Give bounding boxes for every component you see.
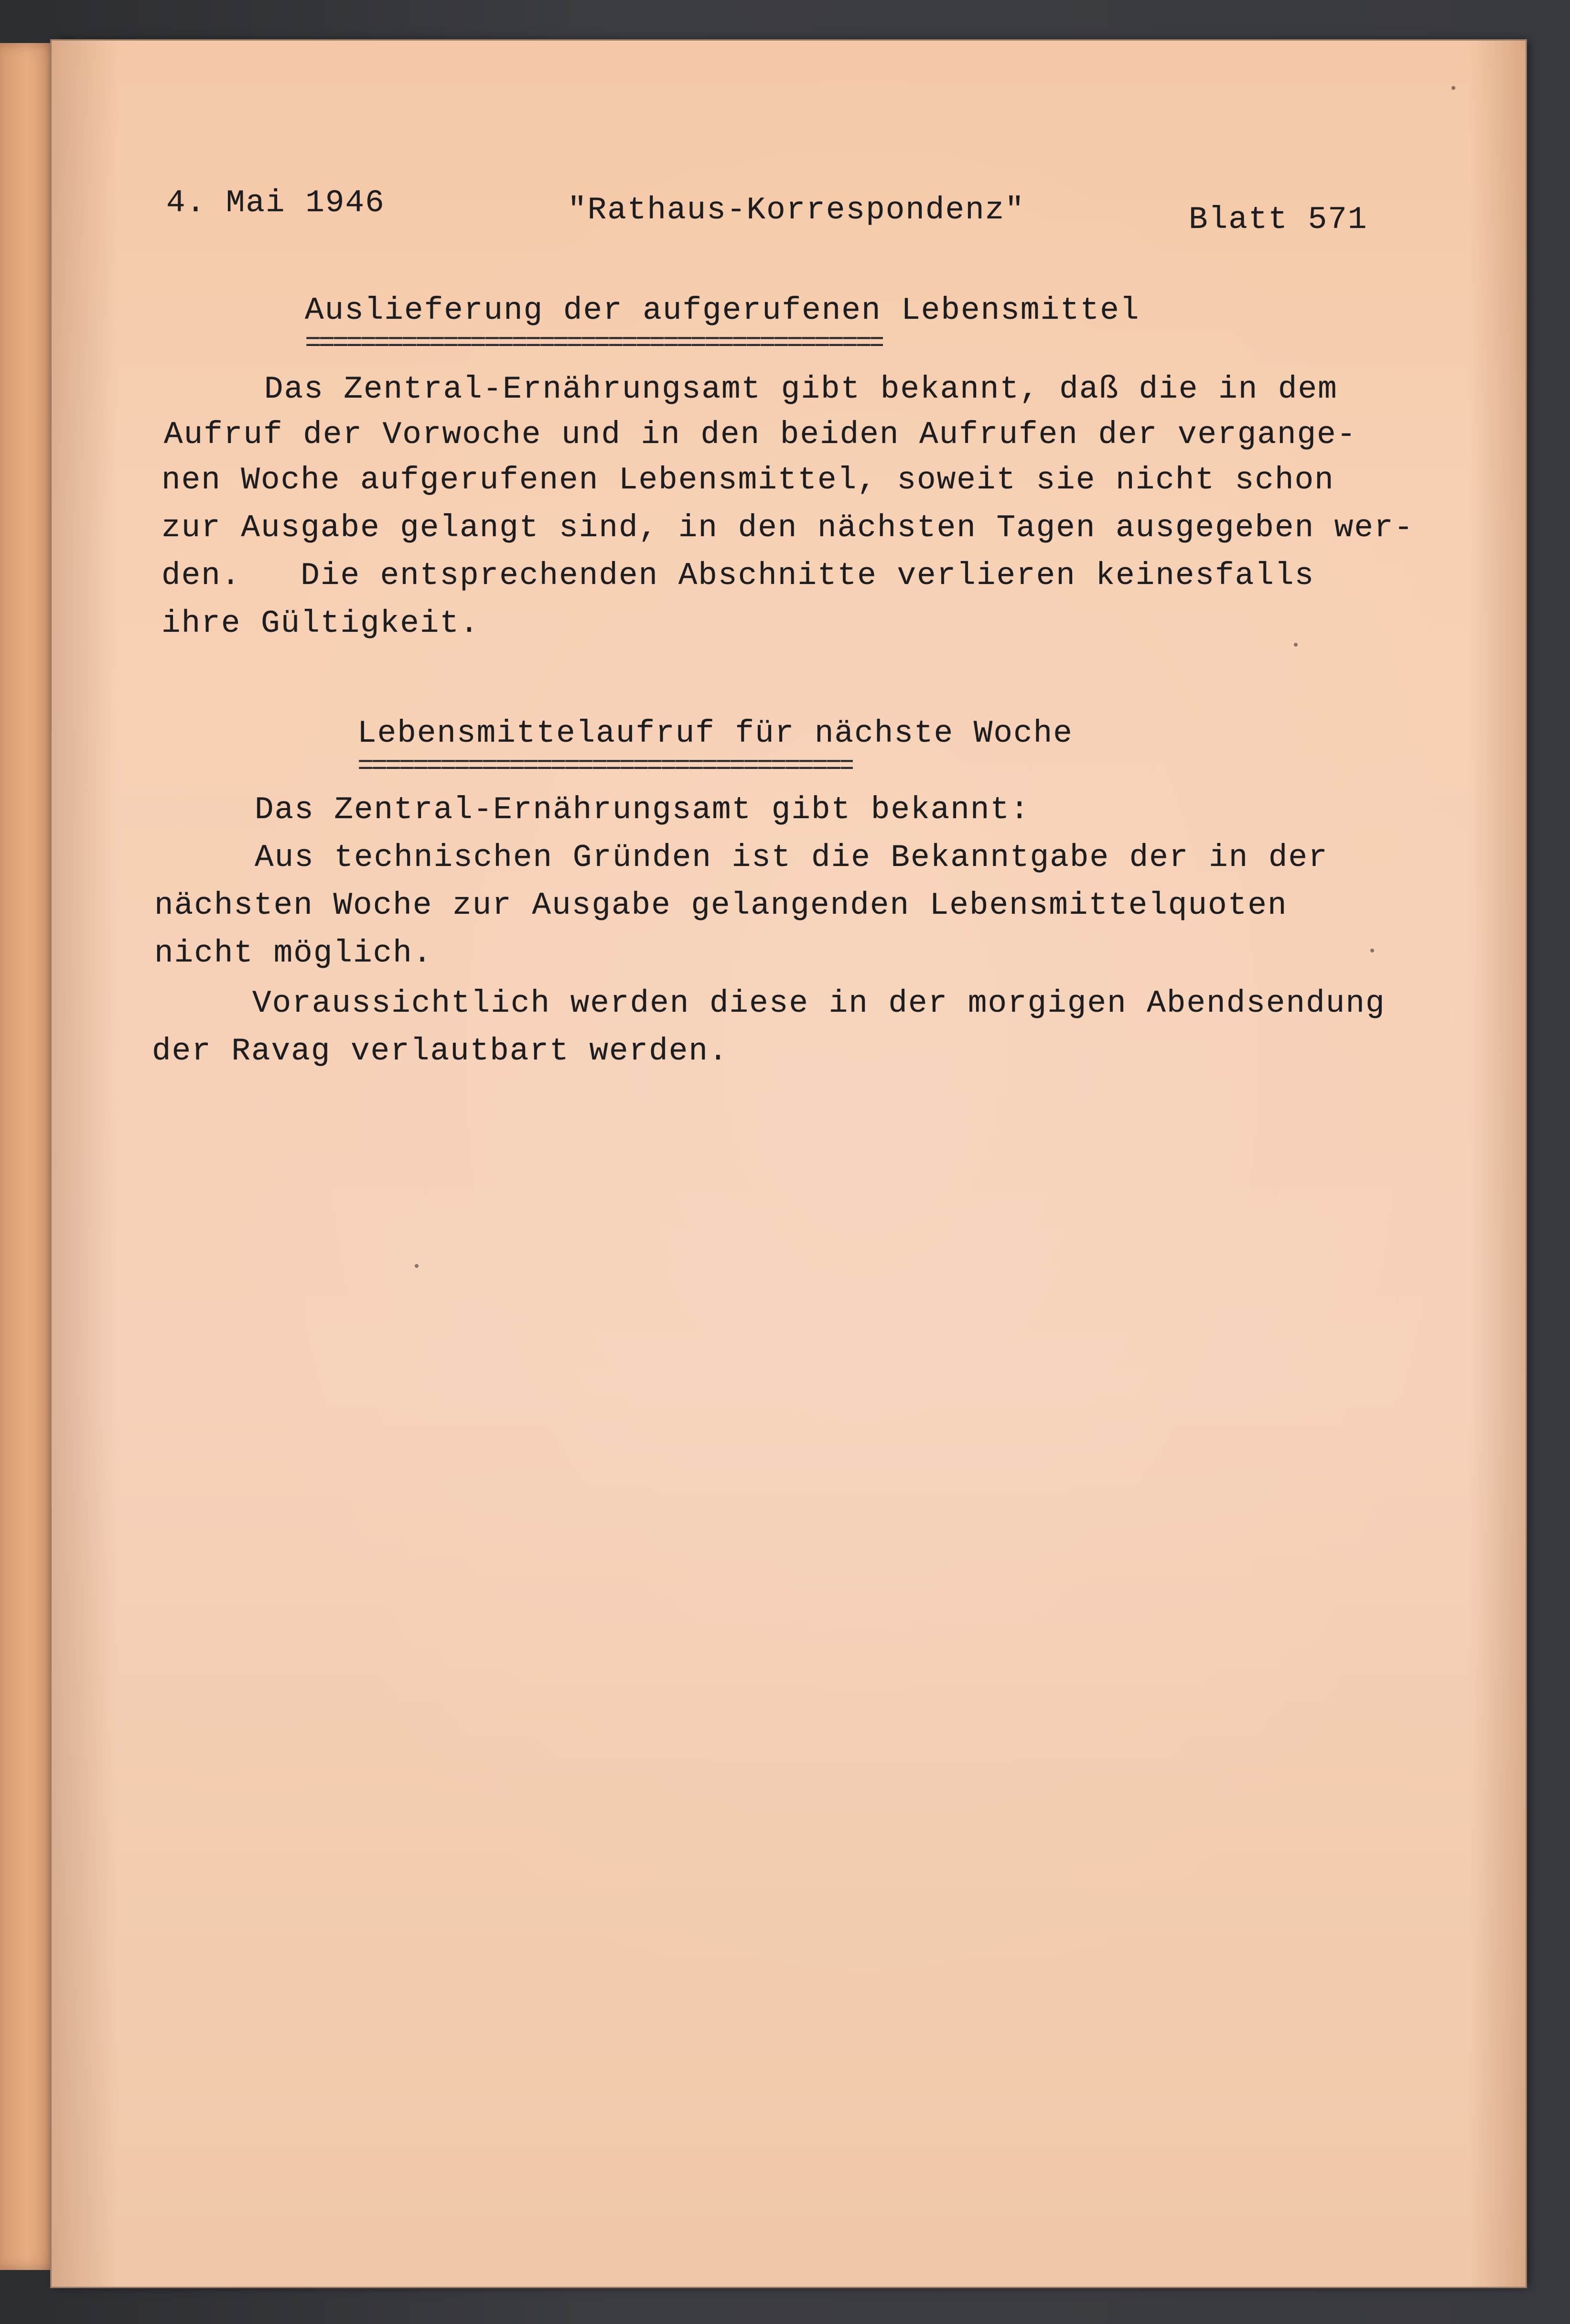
section1-underline: ==========================================: [305, 335, 883, 354]
section2-line-2: Aus technischen Gründen ist die Bekanntgabe der in der: [255, 840, 1328, 876]
section2-line-5: Voraussichtlich werden diese in der morgigen Abendsendung: [252, 985, 1386, 1021]
section1-line-3: nen Woche aufgerufenen Lebensmittel, soweit sie nicht schon: [161, 462, 1334, 498]
paper-speck: [1370, 949, 1374, 952]
section2-title: Lebensmittelaufruf für nächste Woche: [357, 715, 1073, 751]
facing-page-edge: [0, 43, 60, 2270]
section2-line-4: nicht möglich.: [154, 935, 433, 971]
section1-line-5: den. Die entsprechenden Abschnitte verlieren keinesfalls: [161, 558, 1315, 594]
header-publication: "Rathaus-Korrespondenz": [568, 192, 1025, 228]
paper-speck: [1452, 86, 1455, 90]
header-date: 4. Mai 1946: [166, 185, 385, 221]
section2-line-1: Das Zentral-Ernährungsamt gibt bekannt:: [255, 792, 1030, 828]
section1-line-1: Das Zentral-Ernährungsamt gibt bekannt, daß die in dem: [264, 371, 1338, 407]
section2-line-3: nächsten Woche zur Ausgabe gelangenden Lebensmittelquoten: [154, 887, 1288, 923]
section1-title: Auslieferung der aufgerufenen Lebensmittel: [305, 292, 1140, 328]
section1-line-6: ihre Gültigkeit.: [161, 605, 480, 641]
paper-speck: [1294, 643, 1298, 647]
document-page: [52, 41, 1526, 2287]
header-sheet-number: Blatt 571: [1189, 202, 1368, 238]
section2-line-6: der Ravag verlautbart werden.: [152, 1033, 729, 1069]
section2-underline: ====================================: [357, 757, 853, 777]
section1-line-4: zur Ausgabe gelangt sind, in den nächsten Tagen ausgegeben wer-: [161, 510, 1414, 546]
paper-speck: [415, 1264, 419, 1268]
section1-line-2: Aufruf der Vorwoche und in den beiden Aufrufen der vergange-: [164, 417, 1357, 453]
